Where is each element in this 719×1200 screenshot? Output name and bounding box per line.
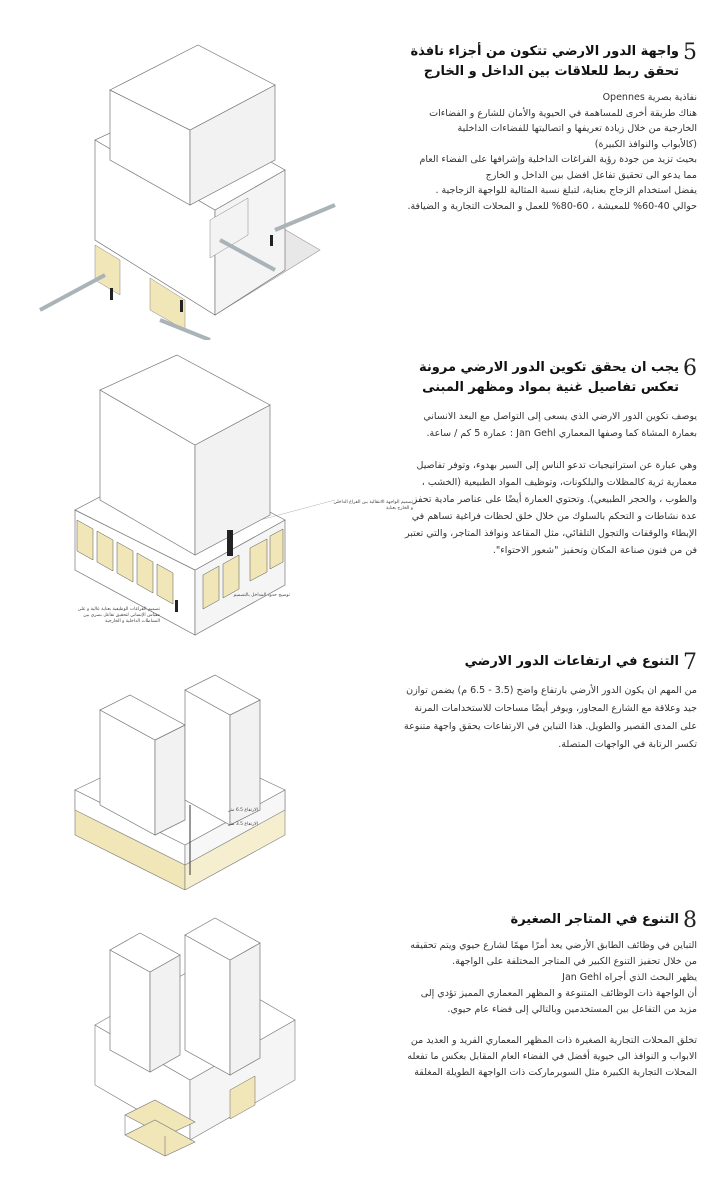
- section-body: [382, 938, 697, 1081]
- section-title: واجهة الدور الارضي تتكون من أجزاء نافذة تحقق ربط للعلاقات بين الداخل و الخارج: [410, 44, 679, 79]
- body-line: بعمارة المشاة كما وصفها المعماري Jan Gehl : عمارة 5 كم / ساعة.: [426, 428, 697, 439]
- section-body: [382, 408, 697, 559]
- label-functional-spaces: تصميم الفراغات الوظيفية بعناية عالية و على مقياس الإنساني لتحقيق تفاعل بصري بين النشاطات الداخلية و الخارجية: [77, 607, 160, 624]
- body-line: يفضل استخدام الزجاج بعناية، لتبلغ نسبة المثالية للواجهة الزجاجية .: [435, 185, 697, 196]
- label-height-6-5: الارتفاع 6.5 متر: [228, 808, 258, 813]
- section-title: يجب ان يحقق تكوين الدور الارضي مرونة تعكس تفاصيل غنية بمواد ومظهر المبنى: [419, 360, 679, 395]
- section-7-heading: [382, 652, 697, 674]
- label-height-3-5: الارتفاع 3.5 متر: [228, 822, 258, 827]
- body-line: بحيث تزيد من جودة رؤية الفراغات الداخلية وإشرافها على الفضاء العام: [419, 154, 697, 165]
- body-line: حوالي 40-60% للمعيشة ، 60-80% للعمل و المحلات التجارية و الضيافة.: [407, 200, 697, 212]
- label-transition-facade: تصميم الواجهة الانتقالية بين الفراغ الداخلي و الخارج بعناية: [333, 500, 413, 511]
- body-line: مما يدعو الى تحقيق تفاعل افضل بين الداخل و الخارج: [485, 169, 697, 181]
- body-line: على المدى القصير والطويل. هذا التباين في الارتفاعات يحقق واجهة متنوعة: [404, 721, 697, 732]
- section-body: [382, 90, 697, 214]
- body-line: أن الواجهة ذات الوظائف المتنوعة و المظهر المعماري المميز تؤدي إلى: [420, 988, 697, 999]
- section-title: التنوع في المتاجر الصغيرة: [510, 912, 679, 927]
- section-8: [0, 890, 719, 1200]
- section-7-text: [382, 652, 697, 754]
- body-line: نفاذية بصرية Opennes: [602, 92, 697, 103]
- section-7: [0, 640, 719, 890]
- body-line: الإبطاء والوقفات والتجول التلقائي، مثل المقاعد ونوافذ المتاجر، والتي تعتبر: [405, 528, 697, 539]
- figure-8-building: [80, 900, 340, 1200]
- body-line: والطوب ، والحجر الطبيعي). وتحتوي العمارة أيضًا على عناصر مادية تحفز: [412, 494, 697, 505]
- body-line: من المهم ان يكون الدور الأرضي بارتفاع واضح (3.5 - 6.5 م) يضمن توازن: [406, 685, 697, 696]
- body-line: جيد وعلاقة مع الشارع المجاور، ويوفر أيضًا مساحات للاستخدامات المرنة: [414, 703, 697, 714]
- body-line: فن من فنون صناعة المكان وتحفيز "شعور الاحتواء".: [492, 545, 697, 556]
- section-6: [0, 330, 719, 640]
- section-5: [0, 0, 719, 330]
- body-line: عدة نشاطات و التحكم بالسلوك من خلال خلق لحظات فراغية تساهم في: [411, 511, 697, 522]
- section-title: التنوع في ارتفاعات الدور الارضي: [464, 654, 679, 669]
- body-line: هناك طريقة أخرى للمساهمة في الحيوية والأمان للشارع و الفضاءات: [429, 107, 697, 119]
- section-number: 8: [683, 908, 697, 933]
- figure-7-building: [60, 650, 320, 890]
- section-body: [382, 682, 697, 754]
- body-line: الابواب و النوافذ الى حيوية أفضل في الفضاء العام المقابل بعكس ما تفعله: [407, 1051, 697, 1062]
- section-8-heading: [382, 910, 697, 932]
- body-line: (كالأبواب والنوافذ الكبيرة): [594, 138, 697, 150]
- figure-5-building: [20, 20, 360, 340]
- body-line: يظهر البحث الذي أجراه Jan Gehl: [562, 972, 697, 983]
- section-5-heading: [382, 42, 697, 82]
- section-number: 6: [683, 356, 697, 381]
- section-6-heading: [382, 358, 697, 398]
- body-line: يوصف تكوين الدور الارضي الذي يسعى إلى التواصل مع البعد الانساني: [423, 411, 697, 422]
- body-line: معمارية ثرية كالمظلات والبلكونات، وتوظيف المواد الطبيعية (الخشب ،: [421, 477, 697, 488]
- section-6-text: [382, 358, 697, 559]
- body-line: تكسر الرتابة في الواجهات المتصلة.: [558, 739, 697, 750]
- body-line: الخارجية من خلال زيادة تعريفها و اتصاليتها للفضاءات الداخلية: [457, 123, 697, 134]
- body-line: التباين في وظائف الطابق الأرضي يعد أمرًا مهمًا لشارع حيوي ويتم تحقيقه: [410, 940, 697, 951]
- label-entrances: توضيح حدود المداخل بالتصميم: [233, 593, 290, 598]
- body-line: من خلال تحفيز التنوع الكبير في المتاجر المختلفة على الواجهة.: [452, 956, 697, 967]
- body-line: المحلات التجارية الكبيرة مثل السوبرماركت ذات الواجهة الطويلة المغلقة: [414, 1067, 697, 1078]
- body-line: وهي عبارة عن استراتيجيات تدعو الناس إلى السير بهدوء، وتوفر تفاصيل: [416, 460, 697, 471]
- body-line: تخلق المحلات التجارية الصغيرة ذات المظهر المعماري الفريد و العديد من: [410, 1035, 697, 1046]
- section-5-text: [382, 42, 697, 214]
- section-number: 5: [683, 40, 697, 65]
- section-number: 7: [683, 650, 697, 675]
- section-8-text: [382, 910, 697, 1081]
- body-line: مزيد من التفاعل بين المستخدمين وبالتالي إلى فضاء عام حيوي.: [447, 1004, 697, 1015]
